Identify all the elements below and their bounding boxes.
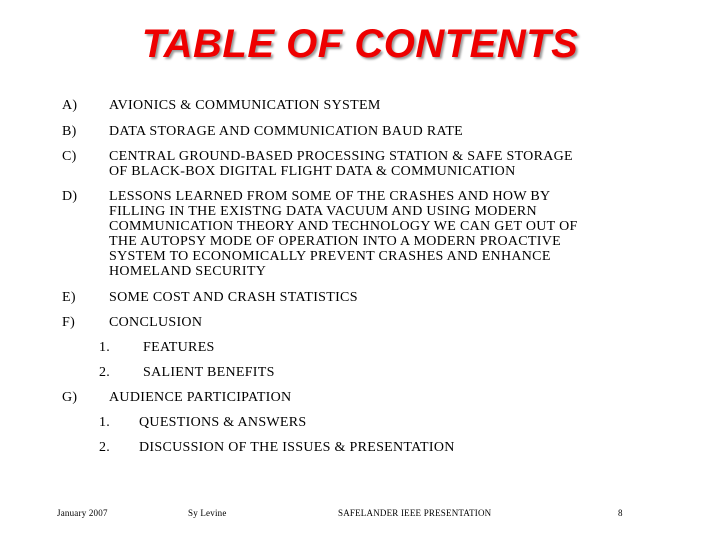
toc-item-d-line-3: COMMUNICATION THEORY AND TECHNOLOGY WE CAN GET OUT OF [109, 219, 578, 234]
toc-item-g: AUDIENCE PARTICIPATION [109, 390, 292, 405]
toc-subitem-g-1-number: 1. [99, 415, 111, 430]
toc-item-a: AVIONICS & COMMUNICATION SYSTEM [109, 98, 381, 113]
toc-item-c-line-1: CENTRAL GROUND-BASED PROCESSING STATION & SAFE STORAGE [109, 149, 573, 164]
toc-item-f: CONCLUSION [109, 315, 203, 330]
toc-item-d-line-5: SYSTEM TO ECONOMICALLY PREVENT CRASHES AND ENHANCE [109, 249, 551, 264]
toc-letter-d: D) [62, 189, 78, 204]
toc-subitem-f-1-number: 1. [99, 340, 111, 355]
toc-item-d-line-1: LESSONS LEARNED FROM SOME OF THE CRASHES AND HOW BY [109, 189, 551, 204]
toc-subitem-f-2: SALIENT BENEFITS [143, 365, 275, 380]
footer-author: Sy Levine [188, 508, 227, 518]
toc-subitem-f-2-number: 2. [99, 365, 111, 380]
toc-subitem-f-1: FEATURES [143, 340, 215, 355]
toc-item-d-line-4: THE AUTOPSY MODE OF OPERATION INTO A MODERN PROACTIVE [109, 234, 562, 249]
toc-letter-f: F) [62, 315, 76, 330]
page-title: TABLE OF CONTENTS [141, 22, 579, 66]
toc-letter-c: C) [62, 149, 77, 164]
toc-item-b: DATA STORAGE AND COMMUNICATION BAUD RATE [109, 124, 464, 139]
toc-item-c-line-2: OF BLACK-BOX DIGITAL FLIGHT DATA & COMMUNICATION [109, 164, 516, 179]
toc-letter-e: E) [62, 290, 76, 305]
footer-presentation-name: SAFELANDER IEEE PRESENTATION [338, 508, 492, 518]
toc-item-e: SOME COST AND CRASH STATISTICS [109, 290, 358, 305]
footer-date: January 2007 [57, 508, 108, 518]
toc-letter-b: B) [62, 124, 77, 139]
toc-letter-g: G) [62, 390, 78, 405]
toc-subitem-g-1: QUESTIONS & ANSWERS [139, 415, 307, 430]
toc-subitem-g-2-number: 2. [99, 440, 111, 455]
toc-item-d-line-6: HOMELAND SECURITY [109, 264, 267, 279]
toc-subitem-g-2: DISCUSSION OF THE ISSUES & PRESENTATION [139, 440, 455, 455]
toc-item-d-line-2: FILLING IN THE EXISTNG DATA VACUUM AND USING MODERN [109, 204, 537, 219]
footer-page-number: 8 [618, 508, 623, 518]
toc-letter-a: A) [62, 98, 78, 113]
